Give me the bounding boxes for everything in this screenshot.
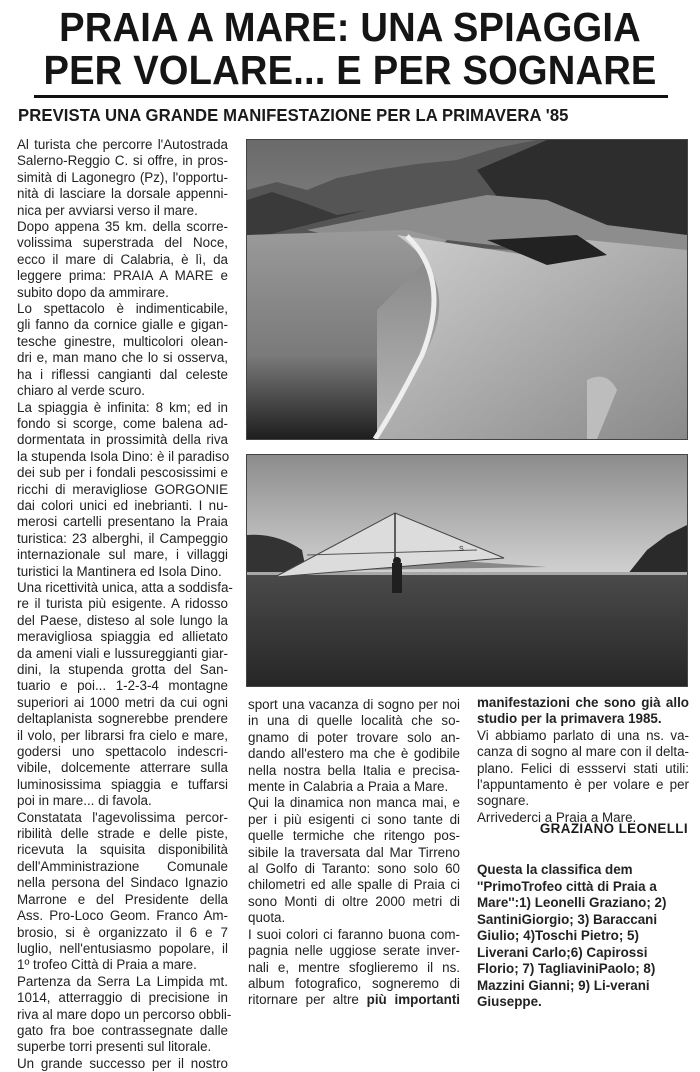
text-line: dri e, man mano che lo si osserva, [17,350,228,366]
text-line: chiaro al verde scuro. [17,383,146,399]
text-line: nella persona del Sindaco Ignazio [17,875,228,891]
text-line: Vi abbiamo parlato di una ns. va- [477,727,689,743]
text-line: deltaplanista sognerebbe prendere [17,711,228,727]
ranking-box [477,862,688,1011]
text-line: sognare. [477,793,530,809]
text-line: superbe torri presenti sul litorale. [17,1039,212,1055]
text-line: canza di sogno al mare con il delta- [477,744,689,760]
text-line: Dopo appena 35 km. della scorre- [17,219,228,235]
text-line: nali e, mentre sfoglieremo il ns. [248,959,460,975]
text-line: verani Giuseppe. [477,977,650,1009]
text-line: gato fra boe contrassegnate dalle [17,1022,228,1038]
text-line: ritornare per altre più importanti [248,992,460,1008]
text-line: 1014, atterraggio di precisione in [17,990,228,1006]
beach-aerial-image [247,140,687,439]
text-line: tesche ginestre, multicolori olean- [17,333,228,349]
text-line: dormentata in prossimità della riva [17,432,228,448]
text-line: Lo spettacolo è indimenticabile, [17,301,228,317]
text-line: La spiaggia è infinita: 8 km; ed in [17,399,228,415]
text-line: quota. [248,910,286,926]
text-line: Arrivederci a Praia a Mare. [477,809,637,825]
text-line: ribilità delle strade e delle piste, [17,826,228,842]
text-line: album fotografico, sogneremo di [248,975,460,991]
text-line: pagnia nelle uggiose serate inver- [248,943,460,959]
text-line: Partenza da Serra La Limpida mt. [17,973,228,989]
text-line: Questa la classifica dem ''Primo [477,862,633,894]
sail-mark: S [459,546,464,553]
subheadline: PREVISTA UNA GRANDE MANIFESTAZIONE PER LA PRIMAVERA '85 [18,105,569,125]
text-line: merosi cartelli presentano la Praia [17,514,228,530]
text-line: dell'Amministrazione Comunale [17,858,228,874]
text-line: manifestazioni che sono già allo [477,695,689,710]
text-line: ha i riflessi cangianti dal celeste [17,366,228,382]
byline: GRAZIANO LEONELLI [539,821,688,836]
text-line: Qui la dinamica non manca mai, e [248,795,460,811]
text-line: superiori ai 1000 metri da cui ogni [17,694,228,710]
text-line: volissima superstrada del Noce, [17,235,228,251]
text-line: turistici la Mantinera ed Isola Dino. [17,563,222,579]
text-line: leggere prima: PRAIA A MARE e [17,268,228,284]
text-line: brosio, si è organizzato il 6 e 7 [17,924,228,940]
text-line: quelle termiche che ritengo pos- [248,828,460,844]
text-line: luglio, nell'entusiasmo popolare, il [17,940,228,956]
text-line: chilometri ed alle spalle di Praia ci [248,877,460,893]
text-line: poi in mare... di favola. [17,793,152,809]
text-line: gli fanno da cornice gialle e gigan- [17,317,228,333]
text-line: gnamo di poter trovare solo an- [248,729,460,745]
text-line: subito dopo da ammirare. [17,284,169,300]
column-middle [248,697,460,1009]
text-line: mente in Calabria a Praia a Mare. [248,779,449,795]
photo-hang-glider [246,454,688,687]
text-line: da ameni viali e lussureggianti giar- [17,645,228,661]
text-line: ricevuta la squisita disponibilità [17,842,228,858]
column-right [477,695,689,826]
text-line: godersi uno spettacolo indescri- [17,744,228,760]
text-line: Toschi Pietro; 5) Liverani Carlo; [477,928,639,960]
text-line: Trofeo città di Praia a Mare'': [477,878,657,910]
headline-line-1: PRAIA A MARE: UNA SPIAGGIA [59,4,641,50]
text-line: dei sub per i fondali pescosissimi e [17,465,228,481]
text-line: simità di Lagonegro (Pz), l'opportu- [17,169,228,185]
text-line: al Golfo di Taranto: sono solo 60 [248,861,460,877]
text-line: sono Monti di oltre 2000 metri di [248,893,460,909]
text-line: plano. Felici di essservi stati utili: [477,760,689,776]
text-line: 1º trofeo Città di Praia a mare. [17,957,197,973]
text-line: la stupenda Isola Dino: è il paradiso [17,448,230,464]
headline-rule [34,95,668,98]
text-line: per i più esigenti ci sono tante di [248,811,460,827]
column-left [17,137,233,1072]
text-line: ecco il mare di Calabria, è lì, da [17,251,228,267]
text-line: tuario e poi... 1-2-3-4 montagne [17,678,228,694]
text-line: Una ricettività unica, atta a soddisfa- [17,579,233,595]
text-line: sibile la traversata dal Mar Tirreno [248,844,460,860]
text-line: ricchi di meravigliose GORGONIE [17,481,228,497]
text-line: Un grande successo per il nostro [17,1055,228,1071]
text-line: il volo, per librarsi fra cielo e mare, [17,727,228,743]
text-line: dai colori unici ed inebrianti. I nu- [17,497,228,513]
text-line: re il turista più esigente. A ridosso [17,596,228,612]
text-line: dando all'estero ma che è godibile [248,746,460,762]
text-line: sport una vacanza di sogno per noi [248,697,460,712]
text-line: Ass. Pro-Loco Geom. Franco Am- [17,908,228,924]
photo-beach-aerial [246,139,688,440]
text-line: Al turista che percorre l'Autostrada [17,137,228,152]
text-line: fondo si scorge, come balena ad- [17,415,228,431]
hang-glider-image [247,455,687,686]
text-line: in una di quelle località che so- [248,713,460,729]
text-line: dini, la stupenda grotta del San- [17,662,228,677]
text-line: turistica: 23 alberghi, il Campeggio [17,530,228,546]
text-line: vibile, dolcemente atterrare sulla [17,760,228,776]
text-line: 1) Leonelli Graziano; 2) Santini [477,895,667,927]
text-line: Giorgio; 3) Baraccani Giulio; 4) [477,911,658,943]
headline-line-2: PER VOLARE... E PER SOGNARE [43,47,657,93]
text-line: l'appuntamento è per volare e per [477,777,689,793]
text-line: Marrone e del Presidente della [17,891,228,907]
text-line: internazionale sul mare, i villaggi [17,547,228,563]
emphasis-text: più importanti [366,992,460,1008]
text-line: nella nostra bella Italia e precisa- [248,762,460,778]
text-line: nità di lasciare la dorsale appenni- [17,186,228,202]
text-line: 6) Capirossi Florio; 7) Tagliavini [477,944,648,976]
text-line: meravigliosa spiaggia ed allietato [17,629,228,645]
text-line: del Paese, disteso al sole lungo la [17,612,228,628]
text-line: riva al mare dopo un percorso obbli- [17,1006,232,1022]
text-line: luminosissima spiaggia e tuffarsi [17,776,228,792]
text-line: studio per la primavera 1985. [477,711,662,727]
text-line: Paolo; 8) Mazzini Gianni; 9) Li- [477,961,656,993]
text-line: nica per avviarsi verso il mare. [17,202,198,218]
text-line: Salerno-Reggio C. si offre, in pros- [17,153,228,169]
text-line: I suoi colori ci faranno buona com- [248,926,460,942]
text-line: Constatata l'agevolissima percor- [17,809,228,825]
